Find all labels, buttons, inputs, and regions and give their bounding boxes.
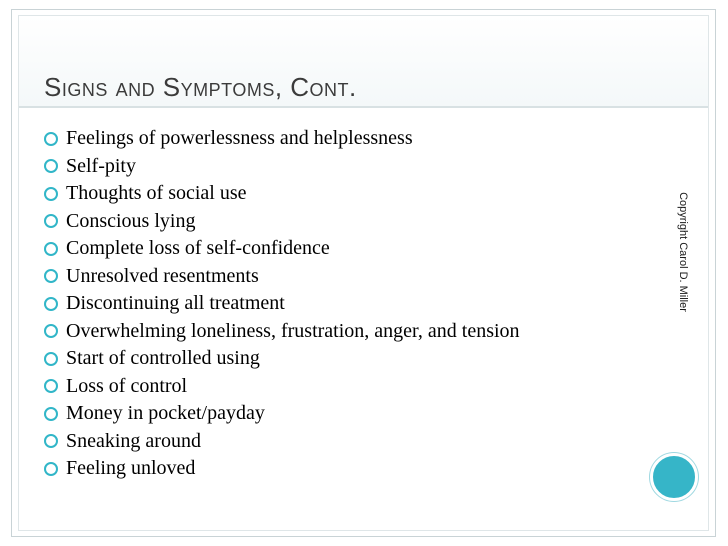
- list-item-text: Unresolved resentments: [66, 264, 259, 287]
- list-item-text: Conscious lying: [66, 209, 196, 232]
- list-item-text: Feeling unloved: [66, 457, 196, 480]
- ring-bullet-icon: [44, 159, 58, 173]
- ring-bullet-icon: [44, 324, 58, 338]
- list-item: [44, 153, 520, 181]
- teal-circle-icon: [650, 453, 698, 501]
- copyright-notice: Copyright Carol D. Miller: [677, 192, 689, 312]
- bullet-list: [44, 125, 520, 483]
- list-item: [44, 373, 520, 401]
- ring-bullet-icon: [44, 462, 58, 476]
- list-item-text: Overwhelming loneliness, frustration, anger, and tension: [66, 319, 520, 342]
- list-item: [44, 208, 520, 236]
- header-divider: [19, 106, 708, 108]
- ring-bullet-icon: [44, 269, 58, 283]
- ring-bullet-icon: [44, 352, 58, 366]
- list-item-text: Feelings of powerlessness and helplessness: [66, 127, 413, 150]
- list-item-text: Self-pity: [66, 154, 136, 177]
- slide-title: Signs and Symptoms, Cont.: [44, 72, 357, 102]
- list-item: [44, 290, 520, 318]
- list-item: [44, 400, 520, 428]
- list-item: [44, 235, 520, 263]
- list-item-text: Thoughts of social use: [66, 182, 247, 205]
- list-item-text: Sneaking around: [66, 429, 201, 452]
- list-item: [44, 345, 520, 373]
- ring-bullet-icon: [44, 187, 58, 201]
- list-item-text: Complete loss of self-confidence: [66, 237, 330, 260]
- list-item: [44, 318, 520, 346]
- ring-bullet-icon: [44, 242, 58, 256]
- list-item: [44, 180, 520, 208]
- ring-bullet-icon: [44, 379, 58, 393]
- list-item: [44, 455, 520, 483]
- list-item: [44, 125, 520, 153]
- list-item-text: Loss of control: [66, 374, 188, 397]
- list-item-text: Discontinuing all treatment: [66, 292, 285, 315]
- ring-bullet-icon: [44, 434, 58, 448]
- list-item-text: Start of controlled using: [66, 347, 260, 370]
- ring-bullet-icon: [44, 132, 58, 146]
- list-item: [44, 428, 520, 456]
- list-item-text: Money in pocket/payday: [66, 402, 265, 425]
- ring-bullet-icon: [44, 214, 58, 228]
- list-item: [44, 263, 520, 291]
- ring-bullet-icon: [44, 407, 58, 421]
- ring-bullet-icon: [44, 297, 58, 311]
